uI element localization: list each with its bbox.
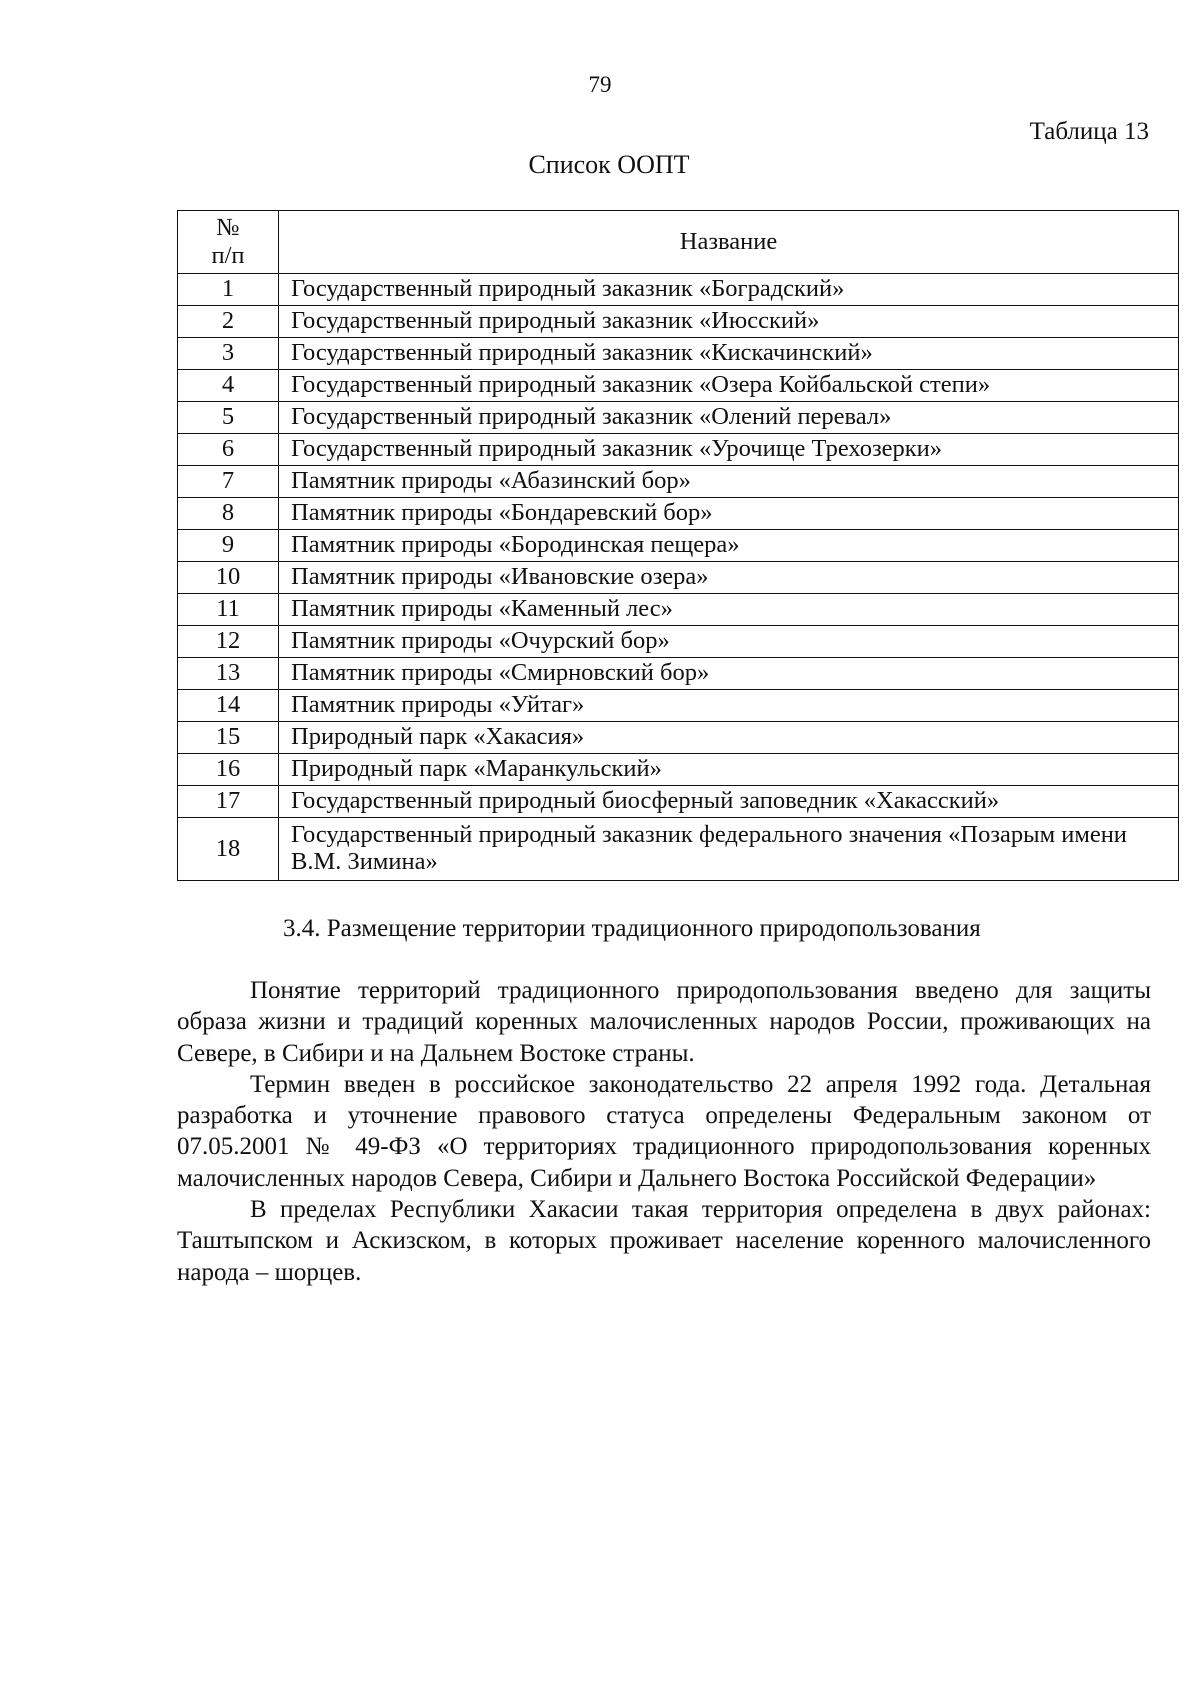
row-name: Памятник природы «Бондаревский бор» [279,498,1179,530]
table-row [178,594,1179,626]
page-number: 79 [588,72,612,97]
column-header-number-abbr: п/п [211,242,245,269]
table-row [178,402,1179,434]
table-row [178,722,1179,754]
row-name: Государственный природный заказник «Кискачинский» [279,338,1179,370]
row-name: Памятник природы «Уйтаг» [279,690,1179,722]
table-row [178,818,1179,881]
column-header-number-symbol: № [216,213,240,241]
row-name: Памятник природы «Каменный лес» [279,594,1179,626]
row-number: 5 [178,402,279,434]
table-row [178,754,1179,786]
table-row [178,562,1179,594]
row-name: Природный парк «Хакасия» [279,722,1179,754]
row-name: Природный парк «Маранкульский» [279,754,1179,786]
row-name: Памятник природы «Смирновский бор» [279,658,1179,690]
table-row [178,338,1179,370]
row-number: 14 [178,690,279,722]
section-body [177,975,1151,1288]
row-number: 18 [178,818,279,881]
row-number: 2 [178,306,279,338]
row-name: Памятник природы «Абазинский бор» [279,466,1179,498]
table-row [178,626,1179,658]
paragraph: Термин введен в российское законодательство 22 апреля 1992 года. Детальная разработка и уточнение правового статуса определены Федеральным законом от 07.05.2001 № 49-ФЗ «О территориях традиционного природопользования коренных малочисленных народов Севера, Сибири и Дальнего Востока Российской Федерации» [177,1070,1151,1192]
table-row [178,530,1179,562]
row-number: 11 [178,594,279,626]
table-row [178,434,1179,466]
row-name: Государственный природный заказник «Олений перевал» [279,402,1179,434]
row-number: 3 [178,338,279,370]
column-header-name: Название [279,211,1179,274]
column-header-number [178,211,279,274]
oopt-table [177,210,1179,881]
row-name: Государственный природный заказник «Июсский» [279,306,1179,338]
paragraph: Понятие территорий традиционного природопользования введено для защиты образа жизни и традиций коренных малочисленных народов России, проживающих на Севере, в Сибири и на Дальнем Востоке страны. [177,977,1151,1067]
paragraph: В пределах Республики Хакасии такая территория определена в двух районах: Таштыпском и Аскизском, в которых проживает население коренного малочисленного народа – шорцев. [177,1196,1151,1286]
row-name: Государственный природный заказник «Урочище Трехозерки» [279,434,1179,466]
table-row [178,274,1179,306]
table-row [178,658,1179,690]
row-number: 10 [178,562,279,594]
table-title: Список ООПТ [528,150,690,179]
row-number: 9 [178,530,279,562]
row-number: 13 [178,658,279,690]
section-heading: 3.4. Размещение территории традиционного природопользования [283,915,981,942]
row-number: 1 [178,274,279,306]
row-name: Государственный природный заказник «Озера Койбальской степи» [279,370,1179,402]
row-number: 4 [178,370,279,402]
table-row [178,690,1179,722]
row-number: 12 [178,626,279,658]
table-row [178,786,1179,818]
row-name: Государственный природный заказник «Боградский» [279,274,1179,306]
table-row [178,306,1179,338]
row-name: Государственный природный заказник федерального значения «Позарым имени В.М. Зимина» [279,818,1179,881]
table-header-row [178,211,1179,274]
table-caption: Таблица 13 [1029,118,1149,145]
row-number: 16 [178,754,279,786]
row-name: Памятник природы «Ивановские озера» [279,562,1179,594]
row-number: 15 [178,722,279,754]
row-number: 7 [178,466,279,498]
table-row [178,370,1179,402]
table-row [178,466,1179,498]
row-number: 6 [178,434,279,466]
row-name: Государственный природный биосферный заповедник «Хакасский» [279,786,1179,818]
row-number: 17 [178,786,279,818]
row-name: Памятник природы «Бородинская пещера» [279,530,1179,562]
table-row [178,498,1179,530]
row-name: Памятник природы «Очурский бор» [279,626,1179,658]
row-number: 8 [178,498,279,530]
